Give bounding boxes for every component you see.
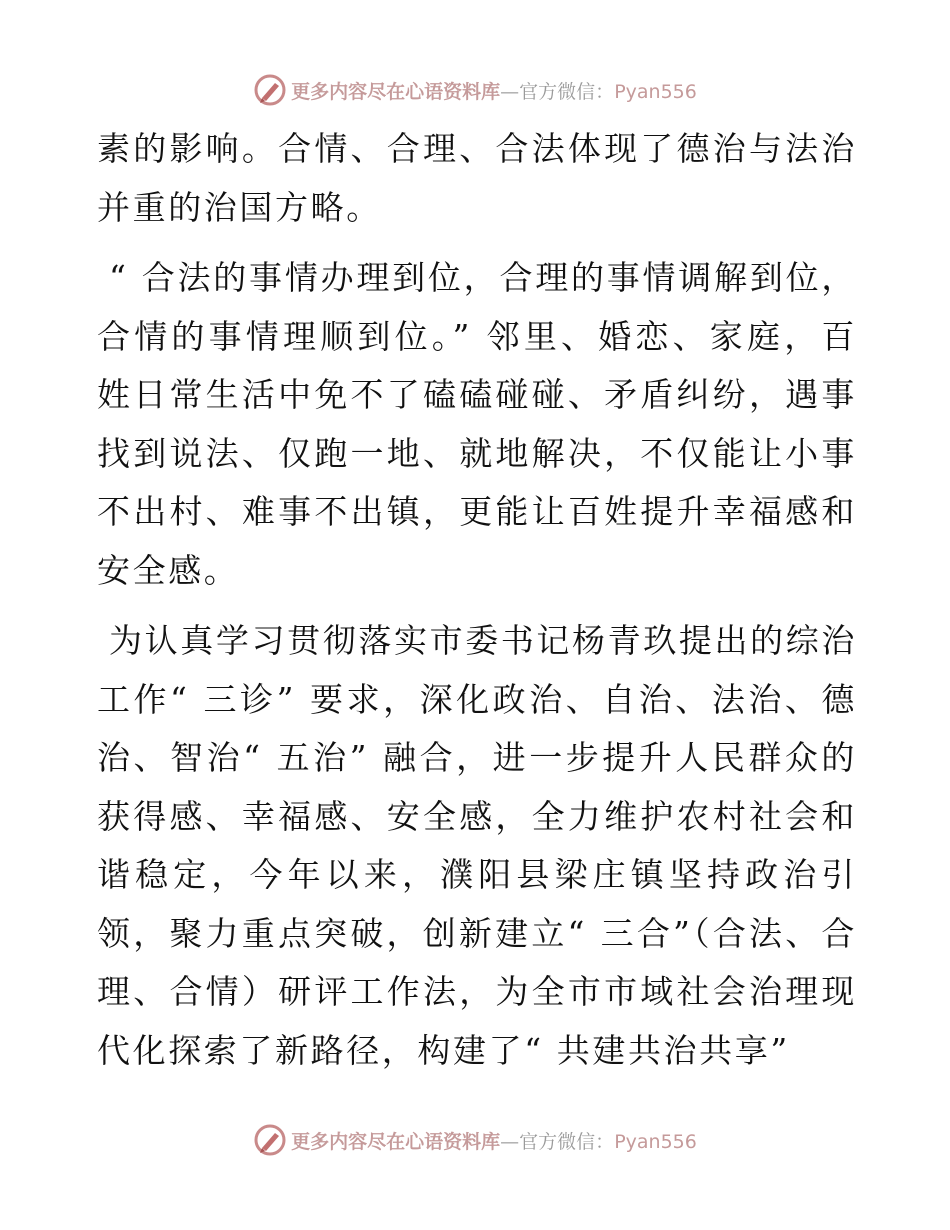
paragraph-1: 素的影响。合情、合理、合法体现了德治与法治并重的治国方略。 <box>97 129 857 227</box>
document-body <box>97 120 857 1092</box>
paragraph-3: 为认真学习贯彻落实市委书记杨青玖提出的综治工作“ 三诊” 要求，深化政治、自治、法治、德治、智治“ 五治” 融合，进一步提升人民群众的获得感、幸福感、安全感，全力维护农村社会和谐稳定，今年以来，濮阳县梁庄镇坚持政治引领，聚力重点突破，创新建立“ 三合”（合法、合理、合情）研评工作法，为全市市域社会治理现代化探索了新路径，构建了“ 共建共治共享” <box>97 621 857 1070</box>
footer-watermark <box>0 1120 950 1160</box>
watermark-brand: 更多内容尽在心语资料库 <box>291 80 501 103</box>
watermark-dash: — <box>500 1130 520 1153</box>
header-watermark <box>0 70 950 110</box>
watermark-brand: 更多内容尽在心语资料库 <box>291 1130 501 1153</box>
watermark-official: 官方微信： <box>519 1130 615 1153</box>
watermark-official: 官方微信： <box>519 80 615 103</box>
pen-logo-icon <box>253 73 287 107</box>
watermark-wechat-id: Pyan556 <box>614 1130 697 1153</box>
watermark-text <box>291 1127 697 1154</box>
paragraph-2: “ 合法的事情办理到位，合理的事情调解到位，合情的事情理顺到位。” 邻里、婚恋、家庭，百姓日常生活中免不了磕磕碰碰、矛盾纠纷，遇事找到说法、仅跑一地、就地解决，不仅能让小事不出村、难事不出镇，更能让百姓提升幸福感和安全感。 <box>97 258 857 590</box>
watermark-text <box>291 77 697 104</box>
watermark-dash: — <box>500 80 520 103</box>
pen-logo-icon <box>253 1123 287 1157</box>
watermark-wechat-id: Pyan556 <box>614 80 697 103</box>
